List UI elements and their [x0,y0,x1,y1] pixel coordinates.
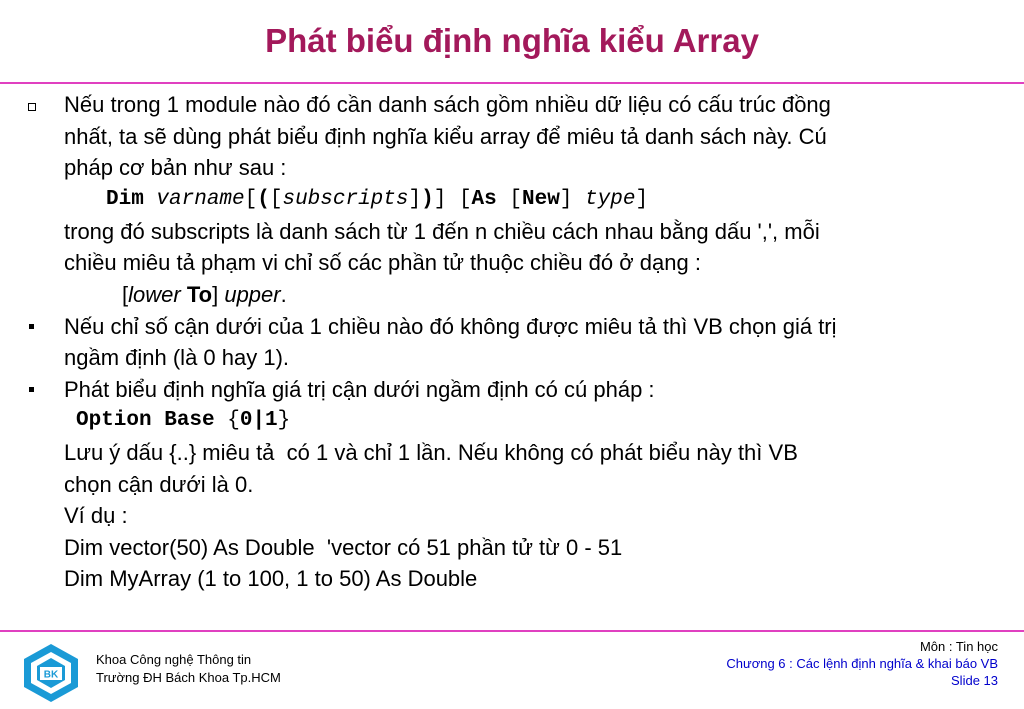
bk-university-logo-icon [18,640,84,706]
code-example-line: Dim MyArray (1 to 100, 1 to 50) As Double [64,566,478,591]
title-divider [0,82,1024,84]
small-square-bullet-icon [29,387,34,392]
footer-slide-number: Slide 13 [951,673,998,688]
footer-subject: Môn : Tin học [919,639,998,654]
range-syntax: [lower To] upper. [122,282,287,307]
code-example-line: Dim vector(50) As Double 'vector có 51 phần tử từ 0 - 51 [64,535,623,560]
logo-text: BK [43,669,59,681]
text-line: chiều miêu tả phạm vi chỉ số các phần tử thuộc chiều đó ở dạng : [64,250,701,275]
hollow-square-bullet-icon [28,103,36,111]
text-line: chọn cận dưới là 0. [64,472,254,497]
org-line-2: Trường ĐH Bách Khoa Tp.HCM [96,670,281,685]
text-line: nhất, ta sẽ dùng phát biểu định nghĩa kiểu array để miêu tả danh sách này. Cú [64,124,827,149]
org-line-1: Khoa Công nghệ Thông tin [96,652,252,667]
small-square-bullet-icon [29,324,34,329]
slide-title: Phát biểu định nghĩa kiểu Array [265,22,759,59]
text-line: Nếu trong 1 module nào đó cần danh sách gồm nhiều dữ liệu có cấu trúc đồng [64,92,831,117]
option-base-syntax: Option Base {0|1} [76,409,291,432]
text-line: Ví dụ : [64,503,128,528]
text-line: ngầm định (là 0 hay 1). [64,345,290,370]
text-line: trong đó subscripts là danh sách từ 1 đến n chiều cách nhau bằng dấu ',', mỗi [64,219,820,244]
text-line: Nếu chỉ số cận dưới của 1 chiều nào đó không được miêu tả thì VB chọn giá trị [64,314,837,339]
text-line: Lưu ý dấu {..} miêu tả có 1 và chỉ 1 lần. Nếu không có phát biểu này thì VB [64,440,798,465]
dim-syntax: Dim varname[([subscripts])] [As [New] type] [106,188,649,211]
footer-info [726,638,998,689]
text-line: pháp cơ bản như sau : [64,155,287,180]
text-line: Phát biểu định nghĩa giá trị cận dưới ngầm định có cú pháp : [64,377,655,402]
footer-divider [0,630,1024,632]
footer-organization [96,651,281,687]
footer-chapter: Chương 6 : Các lệnh định nghĩa & khai báo VB [726,656,998,671]
